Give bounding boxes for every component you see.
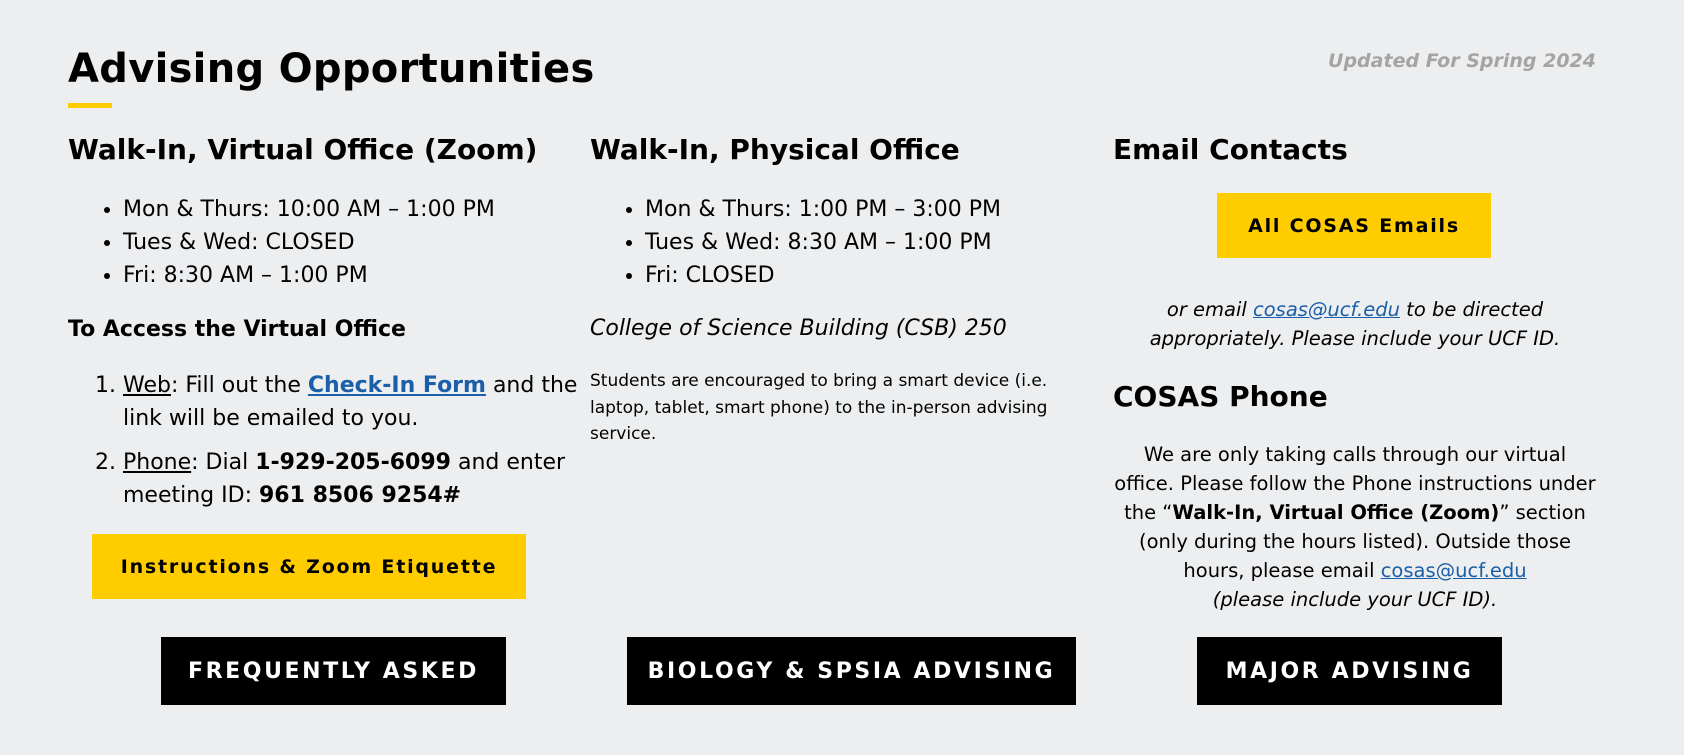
frequently-asked-button[interactable]: FREQUENTLY ASKED (161, 637, 506, 705)
smart-device-note: Students are encouraged to bring a smart device (i.e. laptop, tablet, smart phone) to the in-person advising service. (590, 371, 1048, 444)
physical-hours-list (590, 193, 1001, 292)
virtual-office-heading: Walk-In, Virtual Office (Zoom) (68, 133, 538, 166)
phone-step (123, 446, 623, 512)
cosas-phone-heading: COSAS Phone (1113, 380, 1328, 413)
check-in-form-link[interactable]: Check-In Form (307, 373, 486, 398)
phone-instructions (1113, 440, 1597, 614)
email-text: or email (1166, 298, 1254, 321)
phone-bold-text: Walk-In, Virtual Office (Zoom) (1172, 501, 1500, 524)
web-label: Web (123, 373, 171, 398)
web-step (123, 369, 623, 435)
zoom-etiquette-button[interactable]: Instructions & Zoom Etiquette (92, 534, 526, 599)
list-item: • Fri: 8:30 AM – 1:00 PM (123, 259, 495, 292)
office-location: College of Science Building (CSB) 250 (590, 316, 1007, 341)
all-cosas-emails-button[interactable]: All COSAS Emails (1217, 193, 1491, 258)
cosas-email-link[interactable]: cosas@ucf.edu (1253, 298, 1400, 321)
phone-label: Phone (123, 450, 192, 475)
phone-italic-note: (please include your UCF ID). (1212, 588, 1498, 611)
list-item: • Mon & Thurs: 10:00 AM – 1:00 PM (123, 193, 495, 226)
meeting-id: 961 8506 9254# (258, 483, 462, 508)
list-item: • Mon & Thurs: 1:00 PM – 3:00 PM (645, 193, 1001, 226)
email-text-after: to be directed appropriately. Please include your UCF ID. (1149, 298, 1561, 350)
phone-text: We are only taking calls through our virtual office. Please follow the Phone instructions under the “ (1114, 443, 1596, 524)
web-text-after: and the link will be emailed to you. (123, 373, 578, 431)
access-heading: To Access the Virtual Office (68, 317, 406, 342)
phone-number: 1-929-205-6099 (255, 450, 451, 475)
cosas-email-link-2[interactable]: cosas@ucf.edu (1380, 559, 1527, 582)
list-item: • Fri: CLOSED (645, 259, 1001, 292)
biology-spsia-advising-button[interactable]: BIOLOGY & SPSIA ADVISING (627, 637, 1076, 705)
phone-text-middle: and enter meeting ID: (123, 450, 566, 508)
list-item: • Tues & Wed: CLOSED (123, 226, 495, 259)
virtual-hours-list (68, 193, 495, 292)
email-contacts-heading: Email Contacts (1113, 133, 1348, 166)
phone-text-2: ” section (only during the hours listed). Outside those hours, please email (1139, 501, 1586, 582)
phone-text: : Dial (191, 450, 256, 475)
page-title: Advising Opportunities (68, 46, 595, 92)
web-text: : Fill out the (170, 373, 308, 398)
physical-office-heading: Walk-In, Physical Office (590, 133, 960, 166)
updated-note: Updated For Spring 2024 (1328, 50, 1596, 72)
major-advising-button[interactable]: MAJOR ADVISING (1197, 637, 1502, 705)
access-steps (68, 369, 623, 523)
list-item: • Tues & Wed: 8:30 AM – 1:00 PM (645, 226, 1001, 259)
email-instructions (1113, 295, 1597, 353)
title-underline (68, 103, 112, 108)
